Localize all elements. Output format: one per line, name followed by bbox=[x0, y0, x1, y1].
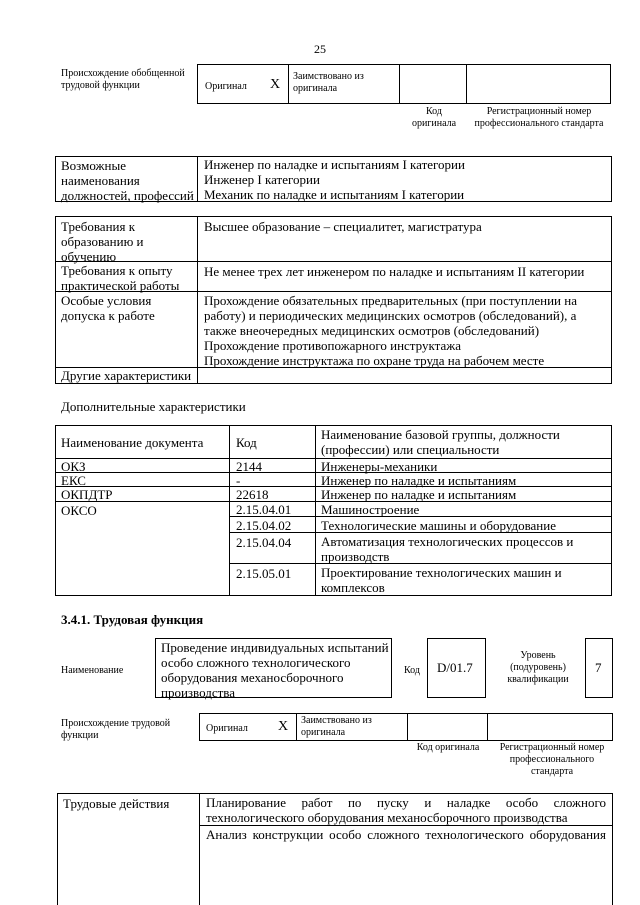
add-header-cell bbox=[315, 425, 612, 459]
actions-label: Трудовые действия bbox=[63, 796, 170, 811]
table-row bbox=[315, 532, 612, 564]
positions-label: Возможные наименования должностей, профессий bbox=[61, 158, 194, 203]
function-level-cell bbox=[585, 638, 613, 698]
req-special-line: также внеочередных медицинских осмотров (обследований) bbox=[204, 323, 540, 338]
borrowed-label: Заимствовано из оригинала bbox=[293, 71, 364, 94]
req-special-line: Прохождение противопожарного инструктажа bbox=[204, 338, 461, 353]
req-special-line: Прохождение обязательных предварительных (при поступлении на bbox=[204, 293, 577, 308]
row-name: Инженеры-механики bbox=[321, 459, 438, 474]
req-experience-label: Требования к опыту практической работы bbox=[61, 263, 180, 293]
row-name: Инженер по наладке и испытаниям bbox=[321, 473, 517, 488]
original-cell bbox=[197, 64, 289, 104]
original2-cell bbox=[199, 713, 297, 741]
table-row bbox=[315, 458, 612, 473]
position-item: Механик по наладке и испытаниям I категории bbox=[204, 187, 465, 202]
req-special-label: Особые условия допуска к работе bbox=[61, 293, 155, 323]
function-heading: 3.4.1. Трудовая функция bbox=[61, 612, 204, 627]
req-value-cell bbox=[197, 216, 612, 262]
req-experience-value: Не менее трех лет инженером по наладке и испытаниям II категории bbox=[204, 264, 585, 279]
x-mark: X bbox=[270, 77, 281, 92]
actions-value-cell bbox=[199, 825, 613, 905]
position-item: Инженер I категории bbox=[204, 172, 320, 187]
req-value-cell bbox=[197, 367, 612, 384]
reg-number-caption: Регистрационный номер профессионального стандарта bbox=[474, 106, 604, 129]
table-row bbox=[55, 501, 230, 596]
add-header-doc: Наименование документа bbox=[61, 435, 204, 450]
actions-value-cell bbox=[199, 793, 613, 826]
code-original-cell bbox=[399, 64, 467, 104]
table-row bbox=[229, 486, 316, 502]
table-row bbox=[55, 472, 230, 487]
req-other-label: Другие характеристики bbox=[61, 368, 192, 383]
table-row bbox=[315, 486, 612, 502]
table-row bbox=[229, 532, 316, 564]
page-number: 25 bbox=[314, 42, 326, 56]
add-header-cell bbox=[229, 425, 316, 459]
code-original2-cell bbox=[407, 713, 488, 741]
row-code: 2.15.04.02 bbox=[236, 518, 292, 533]
row-code: 2144 bbox=[236, 459, 262, 474]
req-value-cell bbox=[197, 261, 612, 292]
table-row bbox=[315, 516, 612, 533]
reg-number2-cell bbox=[487, 713, 613, 741]
borrowed2-cell bbox=[296, 713, 408, 741]
row-name: Машиностроение bbox=[321, 502, 420, 517]
row-doc: ЕКС bbox=[61, 473, 86, 488]
row-doc: ОКСО bbox=[61, 503, 97, 518]
function-code-label: Код bbox=[404, 665, 420, 676]
additional-heading: Дополнительные характеристики bbox=[61, 399, 246, 414]
actions-line1: Планирование работ по пуску и наладке особо сложного bbox=[206, 795, 606, 810]
actions-line3: Анализ конструкции особо сложного технологического оборудования bbox=[206, 827, 606, 842]
req-label-cell bbox=[55, 291, 198, 368]
row-code: 2.15.05.01 bbox=[236, 566, 292, 581]
table-row bbox=[315, 501, 612, 517]
req-special-line: Прохождение инструктажа по охране труда на рабочем месте bbox=[204, 353, 545, 368]
row-name: Проектирование технологических машин и комплексов bbox=[321, 565, 562, 595]
table-row bbox=[229, 516, 316, 533]
row-code: 2.15.04.04 bbox=[236, 535, 292, 550]
function-name-value: Проведение индивидуальных испытаний особо сложного технологического оборудования механосборочного производства bbox=[161, 640, 389, 700]
row-name: Автоматизация технологических процессов и производств bbox=[321, 534, 574, 564]
actions-label-cell bbox=[57, 793, 200, 905]
original-label: Оригинал bbox=[205, 81, 247, 92]
table-row bbox=[229, 501, 316, 517]
function-level-value: 7 bbox=[595, 660, 602, 675]
code-original2-caption: Код оригинала bbox=[416, 742, 480, 753]
table-row bbox=[55, 458, 230, 473]
function-level-label: Уровень (подуровень) квалификации bbox=[507, 650, 569, 685]
req-label-cell bbox=[55, 216, 198, 262]
positions-label-cell bbox=[55, 156, 198, 202]
origin2-label: Происхождение трудовой функции bbox=[61, 718, 171, 741]
req-special-line: работу) и периодических медицинских осмотров (обследований), а bbox=[204, 308, 577, 323]
req-label-cell bbox=[55, 367, 198, 384]
row-name: Инженер по наладке и испытаниям bbox=[321, 487, 517, 502]
row-name: Технологические машины и оборудование bbox=[321, 518, 556, 533]
original2-label: Оригинал bbox=[206, 723, 248, 734]
borrowed-cell bbox=[288, 64, 400, 104]
positions-values-cell bbox=[197, 156, 612, 202]
add-header-name: Наименование базовой группы, должности (профессии) или специальности bbox=[321, 427, 560, 457]
position-item: Инженер по наладке и испытаниям I категории bbox=[204, 157, 465, 172]
table-row bbox=[229, 563, 316, 596]
function-name-label: Наименование bbox=[61, 665, 124, 676]
row-doc: ОКЗ bbox=[61, 459, 86, 474]
actions-line2: технологического оборудования механосборочного производства bbox=[206, 810, 568, 825]
row-code: - bbox=[236, 473, 241, 488]
row-code: 2.15.04.01 bbox=[236, 502, 292, 517]
req-label-cell bbox=[55, 261, 198, 292]
code-original-caption: Код оригинала bbox=[411, 106, 457, 129]
req-education-label: Требования к образованию и обучению bbox=[61, 219, 144, 264]
origin-label: Происхождение обобщенной трудовой функции bbox=[61, 68, 185, 91]
borrowed2-label: Заимствовано из оригинала bbox=[301, 715, 372, 738]
function-code-value: D/01.7 bbox=[437, 660, 473, 675]
table-row bbox=[229, 458, 316, 473]
table-row bbox=[315, 563, 612, 596]
reg-number-cell bbox=[466, 64, 611, 104]
reg-number2-caption: Регистрационный номер профессионального стандарта bbox=[499, 742, 605, 777]
function-name-cell bbox=[155, 638, 392, 698]
x2-mark: X bbox=[278, 719, 289, 734]
table-row bbox=[55, 486, 230, 502]
row-code: 22618 bbox=[236, 487, 269, 502]
table-row bbox=[229, 472, 316, 487]
function-code-cell bbox=[427, 638, 486, 698]
req-value-cell bbox=[197, 291, 612, 368]
table-row bbox=[315, 472, 612, 487]
add-header-cell bbox=[55, 425, 230, 459]
add-header-code: Код bbox=[236, 435, 257, 450]
req-education-value: Высшее образование – специалитет, магистратура bbox=[204, 219, 482, 234]
row-doc: ОКПДТР bbox=[61, 487, 113, 502]
